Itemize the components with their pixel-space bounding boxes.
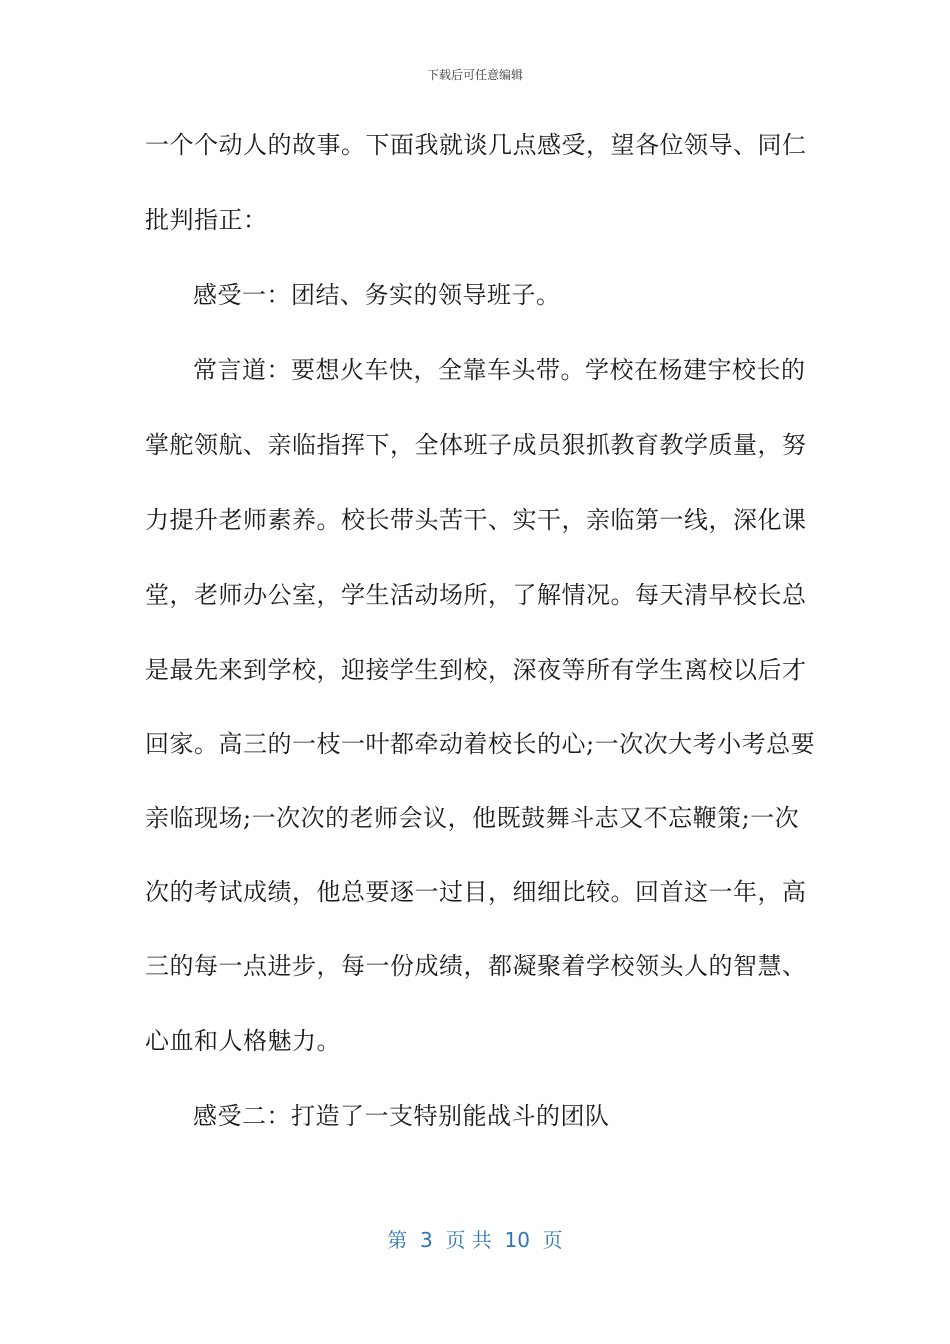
paragraph-line: 是最先来到学校，迎接学生到校，深夜等所有学生离校以后才 [145, 656, 807, 684]
paragraph-line: 堂，老师办公室，学生活动场所，了解情况。每天清早校长总 [145, 581, 807, 609]
page-number-footer: 第 3 页 共 10 页 [387, 1228, 563, 1252]
paragraph-line: 一个个动人的故事。下面我就谈几点感受，望各位领导、同仁 [145, 131, 807, 159]
paragraph-line: 力提升老师素养。校长带头苦干、实干，亲临第一线，深化课 [145, 506, 807, 534]
paragraph-line: 回家。高三的一枝一叶都牵动着校长的心;一次次大考小考总要 [145, 730, 816, 758]
paragraph-line: 三的每一点进步，每一份成绩，都凝聚着学校领头人的智慧、 [145, 952, 807, 980]
header-note: 下载后可任意编辑 [426, 68, 523, 82]
paragraph-line: 批判指正： [145, 206, 268, 234]
paragraph-line: 次的考试成绩，他总要逐一过目，细细比较。回首这一年，高 [145, 878, 807, 906]
paragraph-line: 心血和人格魅力。 [145, 1027, 341, 1055]
paragraph-line: 掌舵领航、亲临指挥下，全体班子成员狠抓教育教学质量，努 [145, 431, 807, 459]
section-heading: 感受一：团结、务实的领导班子。 [193, 281, 561, 309]
paragraph-line: 亲临现场;一次次的老师会议，他既鼓舞斗志又不忘鞭策;一次 [145, 804, 800, 832]
section-heading: 感受二：打造了一支特别能战斗的团队 [193, 1102, 610, 1130]
paragraph-line: 常言道：要想火车快，全靠车头带。学校在杨建宇校长的 [193, 356, 806, 384]
